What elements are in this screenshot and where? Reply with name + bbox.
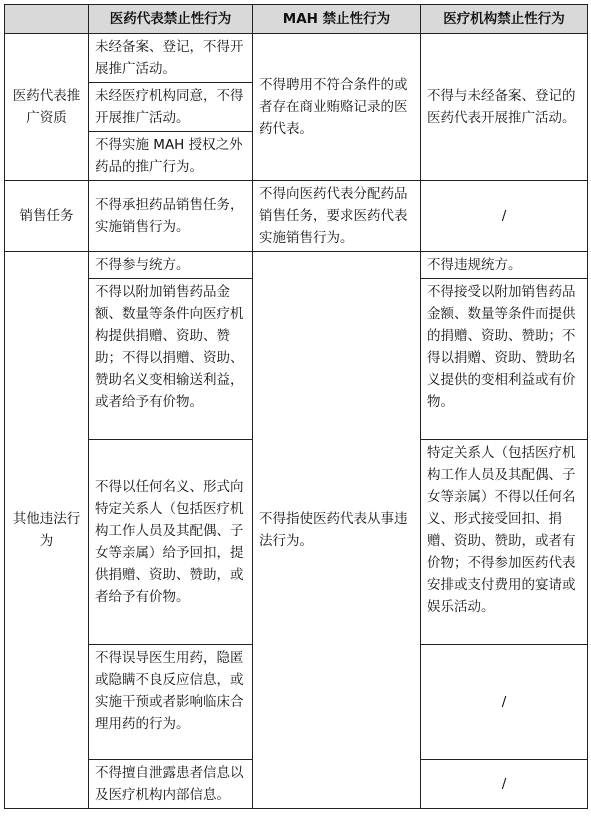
rep-cell: 不得承担药品销售任务，实施销售行为。 — [89, 181, 253, 252]
header-rep: 医药代表禁止性行为 — [89, 5, 253, 34]
table-row — [5, 252, 588, 279]
mah-cell: 不得聘用不符合条件的或者存在商业贿赂记录的医药代表。 — [253, 34, 421, 181]
institution-cell: 不得与未经备案、登记的医药代表开展推广活动。 — [421, 34, 588, 181]
header-category — [5, 5, 89, 34]
rep-cell: 不得擅自泄露患者信息以及医疗机构内部信息。 — [89, 760, 253, 809]
header-institution: 医疗机构禁止性行为 — [421, 5, 588, 34]
rep-cell: 不得参与统方。 — [89, 252, 253, 279]
header-mah: MAH 禁止性行为 — [253, 5, 421, 34]
rep-cell: 不得以任何名义、形式向特定关系人（包括医疗机构工作人员及其配偶、子女等亲属）给予回扣，提供捐赠、资助、赞助，或者给予有价物。 — [89, 440, 253, 645]
table-row — [5, 34, 588, 83]
mah-cell: 不得向医药代表分配药品销售任务，要求医药代表实施销售行为。 — [253, 181, 421, 252]
rep-cell: 不得误导医生用药，隐匿或隐瞒不良反应信息，或实施干预或者影响临床合理用药的行为。 — [89, 645, 253, 760]
mah-cell: 不得指使医药代表从事违法行为。 — [253, 252, 421, 809]
table-row — [5, 181, 588, 252]
institution-cell: 不得接受以附加销售药品金额、数量等条件而提供的捐赠、资助、赞助；不得以捐赠、资助、赞助名义提供的变相利益或有价物。 — [421, 279, 588, 440]
rep-cell: 不得以附加销售药品金额、数量等条件向医疗机构提供捐赠、资助、赞助；不得以捐赠、资助、赞助名义变相输送利益，或者给予有价物。 — [89, 279, 253, 440]
institution-cell: 特定关系人（包括医疗机构工作人员及其配偶、子女等亲属）不得以任何名义、形式接受回扣、捐赠、资助、赞助，或者有价物；不得参加医药代表安排或支付费用的宴请或娱乐活动。 — [421, 440, 588, 645]
regulation-table — [4, 4, 588, 809]
institution-cell: / — [421, 181, 588, 252]
rep-cell: 未经备案、登记，不得开展推广活动。 — [89, 34, 253, 83]
institution-cell: / — [421, 645, 588, 760]
rep-cell: 不得实施 MAH 授权之外药品的推广行为。 — [89, 132, 253, 181]
header-row — [5, 5, 588, 34]
institution-cell: / — [421, 760, 588, 809]
rep-cell: 未经医疗机构同意，不得开展推广活动。 — [89, 83, 253, 132]
category-sales-task: 销售任务 — [5, 181, 89, 252]
category-other-violations: 其他违法行为 — [5, 252, 89, 809]
institution-cell: 不得违规统方。 — [421, 252, 588, 279]
category-rep-qualification: 医药代表推广资质 — [5, 34, 89, 181]
